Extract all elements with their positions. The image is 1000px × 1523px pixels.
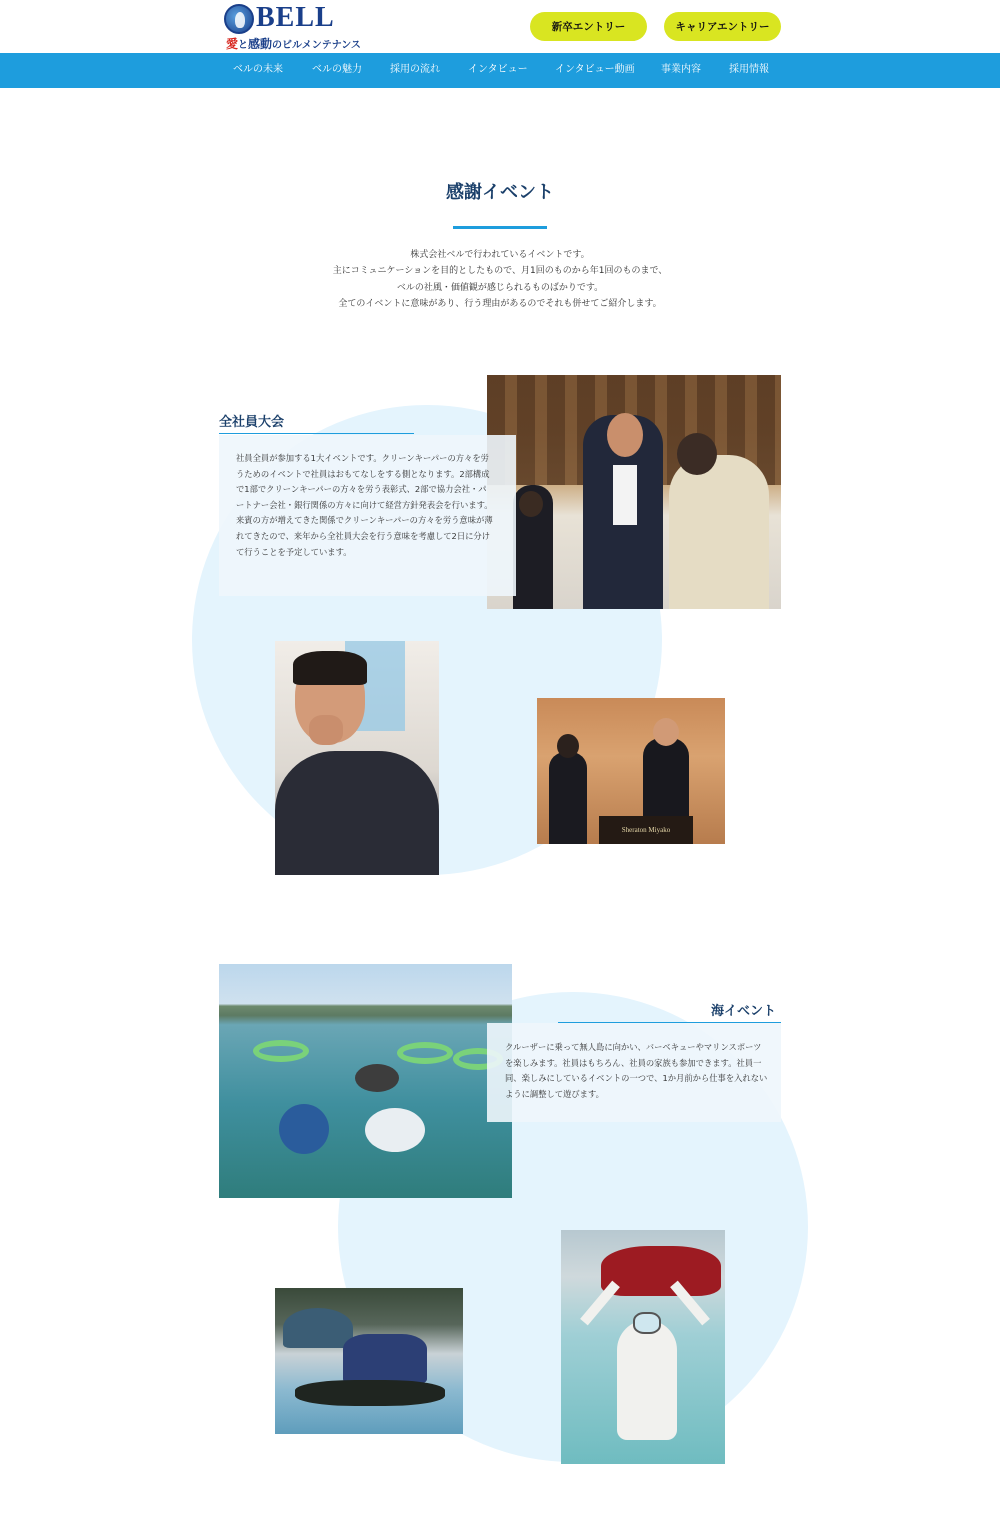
event-heading: 全社員大会 bbox=[219, 415, 285, 430]
nav-item-interview[interactable]: インタビュー bbox=[468, 64, 528, 75]
event-description: 社員全員が参加する1大イベントです。クリーンキーパーの方々を労うためのイベントで社員はおもてなしをする側となります。2部構成で1部でクリーンキーパーの方々を労う表彰式、2部で協力会社・パートナー会社・銀行関係の方々に向けて経営方針発表会を行います。来賓の方が増えてきた関係でクリーンキーパーの方々を労う意味が薄れてきたので、来年から全社員大会を行う意味を考慮して2日に分けて行うことを予定しています。 bbox=[236, 453, 493, 557]
site-header bbox=[0, 0, 1000, 53]
bell-logo[interactable] bbox=[224, 2, 361, 51]
nav-item-future[interactable]: ベルの未来 bbox=[233, 64, 283, 75]
nav-item-business[interactable]: 事業内容 bbox=[661, 64, 701, 75]
photo-jet-ski-group bbox=[275, 1288, 463, 1434]
photo-sea-swimming bbox=[219, 964, 512, 1198]
title-underline bbox=[453, 226, 547, 229]
event-description: クルーザーに乗って無人島に向かい、バーベキューやマリンスポーツを楽しみます。社員はもちろん、社員の家族も参加できます。社員一同、楽しみにしているイベントの一つで、1か月前から仕事を入れないように調整して遊びます。 bbox=[505, 1042, 768, 1099]
logo-tagline: 愛と感動のビルメンテナンス bbox=[226, 37, 361, 51]
career-entry-button[interactable]: キャリアエントリー bbox=[664, 12, 781, 41]
intro-line: ベルの社風・価値観が感じられるものばかりです。 bbox=[396, 282, 604, 293]
bell-logo-emblem-icon bbox=[224, 4, 254, 34]
podium-label: Sheraton Miyako bbox=[621, 826, 671, 834]
logo-text: BELL bbox=[256, 2, 335, 33]
nav-item-appeal[interactable]: ベルの魅力 bbox=[312, 64, 362, 75]
intro-line: 主にコミュニケーションを目的としたもので、月1回のものから年1回のものまで、 bbox=[332, 266, 668, 277]
nav-item-recruit-info[interactable]: 採用情報 bbox=[729, 64, 769, 75]
nav-item-interview-video[interactable]: インタビュー動画 bbox=[555, 64, 635, 75]
intro-line: 全てのイベントに意味があり、行う理由があるのでそれも併せてご紹介します。 bbox=[338, 298, 662, 309]
nav-item-recruit-flow[interactable]: 採用の流れ bbox=[390, 64, 440, 75]
photo-podium-speakers bbox=[537, 698, 725, 844]
photo-laughing-employee bbox=[275, 641, 439, 875]
intro-line: 株式会社ベルで行われているイベントです。 bbox=[410, 250, 590, 260]
event-heading-underline bbox=[558, 1022, 781, 1023]
intro-text bbox=[0, 247, 1000, 312]
photo-award-ceremony bbox=[487, 375, 781, 609]
event-heading: 海イベント bbox=[711, 1004, 777, 1019]
event-heading-underline bbox=[219, 433, 414, 434]
main-nav bbox=[0, 53, 1000, 88]
new-graduate-entry-button[interactable]: 新卒エントリー bbox=[530, 12, 647, 41]
photo-snorkeling-person bbox=[561, 1230, 725, 1464]
page-title: 感謝イベント bbox=[446, 182, 554, 203]
